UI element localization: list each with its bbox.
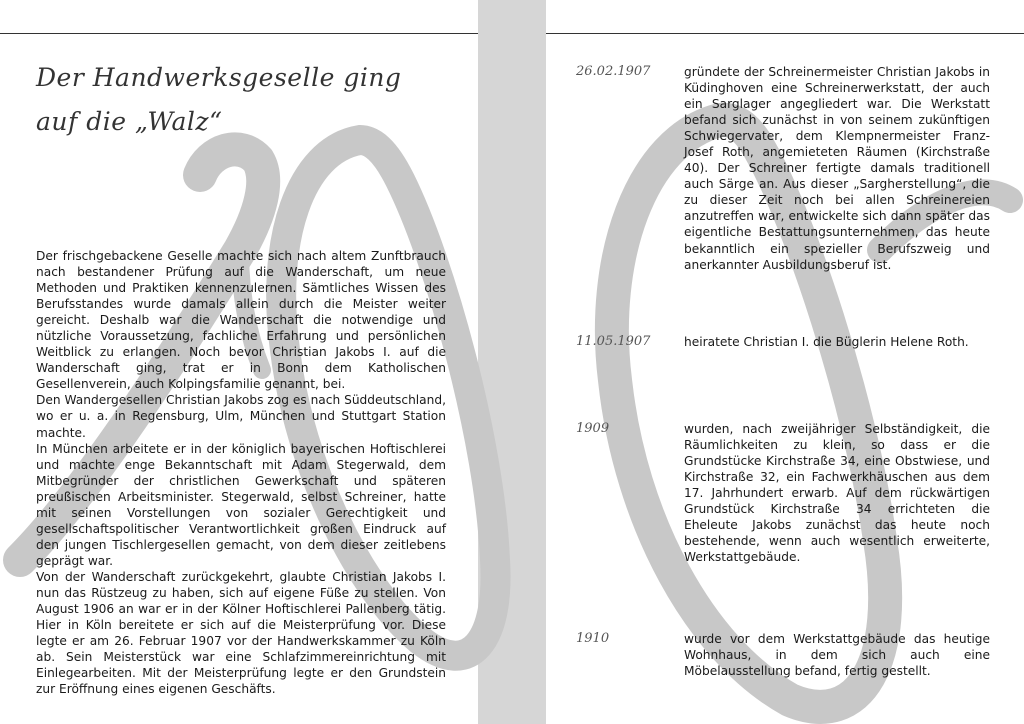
- paragraph: Der frischgebackene Geselle machte sich nach altem Zunftbrauch nach bestandener Prüfung auf die Wanderschaft, um neue Methoden und Praktiken kennenzulernen. Sämtliches Wissen des Berufsstandes wurde damals allein durch die Meister weiter gereicht. Deshalb war die Wanderschaft die notwendige und nützliche Voraussetzung, fachliche Erfahrung und persönlichen Weitblick zu erlangen. Noch bevor Christian Jakobs I. auf die Wanderschaft ging, trat er in Bonn dem Katholischen Gesellenverein, auch Kolpingsfamilie genannt, bei.: [36, 249, 446, 392]
- page-title: [36, 56, 402, 144]
- paragraph: Den Wandergesellen Christian Jakobs zog es nach Süddeutschland, wo er u. a. in Regensburg, Ulm, München und Stuttgart Station machte.: [36, 393, 446, 440]
- timeline-text: gründete der Schreinermeister Christian Jakobs in Küdinghoven eine Schreinerwerkstatt, der auch ein Sarglager angegliedert war. Die Werkstatt befand sich zunächst in von seinem zukünftigen Schwiegervater, dem Klempnermeister Franz-Josef Roth, angemieteten Räumen (Kirchstraße 40). Der Schreiner fertigte damals traditionell auch Särge an. Aus dieser „Sargherstellung“, die zu dieser Zeit noch bei allen Schreinereien anzutreffen war, entwickelte sich dann später das eigentliche Bestattungsunternehmen, das heute bekanntlich ein spezieller Berufszweig und anerkannter Ausbildungsberuf ist.: [684, 65, 990, 272]
- paragraph: In München arbeitete er in der königlich bayerischen Hoftischlerei und machte enge Bekanntschaft mit Adam Stegerwald, dem Mitbegründer der christlichen Gewerkschaft und späteren preußischen Arbeitsminister. Stegerwald, selbst Schreiner, hatte mit seinen Vorstellungen von sozialer Gerechtigkeit und gesellschaftspolitischer Verantwortlichkeit großen Eindruck auf den jungen Tischlergesellen gemacht, von dem dieser zeitlebens geprägt war.: [36, 441, 446, 568]
- left-page: [36, 0, 446, 724]
- page-gutter: [478, 0, 546, 724]
- timeline-date: 1910: [576, 631, 610, 646]
- title-line-1: Der Handwerksgeselle ging: [36, 63, 402, 92]
- right-page: [546, 0, 1024, 724]
- timeline-text: heiratete Christian I. die Büglerin Helene Roth.: [684, 335, 969, 349]
- timeline-text: wurde vor dem Werkstattgebäude das heutige Wohnhaus, in dem sich auch eine Möbelausstellung befand, fertig gestellt.: [684, 632, 990, 679]
- body-text: [36, 248, 446, 697]
- timeline-date: 11.05.1907: [576, 334, 651, 349]
- timeline-date: 1909: [576, 421, 610, 436]
- title-line-2: auf die „Walz“: [36, 107, 223, 136]
- paragraph: Von der Wanderschaft zurückgekehrt, glaubte Christian Jakobs I. nun das Rüstzeug zu haben, sich auf eigene Füße zu stellen. Von August 1906 an war er in der Kölner Hoftischlerei Pallenberg tätig. Hier in Köln bereitete er sich auf die Meisterprüfung vor. Diese legte er am 26. Februar 1907 vor der Handwerkskammer zu Köln ab. Sein Meisterstück war eine Schlafzimmereinrichtung mit Einlegearbeiten. Mit der Meisterprüfung legte er den Grundstein zur Eröffnung eines eigenen Geschäfts.: [36, 569, 446, 697]
- timeline-text: wurden, nach zweijähriger Selbständigkeit, die Räumlichkeiten zu klein, so dass er die Grundstücke Kirchstraße 34, eine Obstwiese, und Kirchstraße 32, ein Fachwerkhäuschen aus dem 17. Jahrhundert erwarb. Auf dem rückwärtigen Grundstück Kirchstraße 34 errichteten die Eheleute Jakobs zunächst das heute noch bestehende, wenn auch wesentlich erweiterte, Werkstattgebäude.: [684, 422, 990, 565]
- timeline-date: 26.02.1907: [576, 64, 651, 79]
